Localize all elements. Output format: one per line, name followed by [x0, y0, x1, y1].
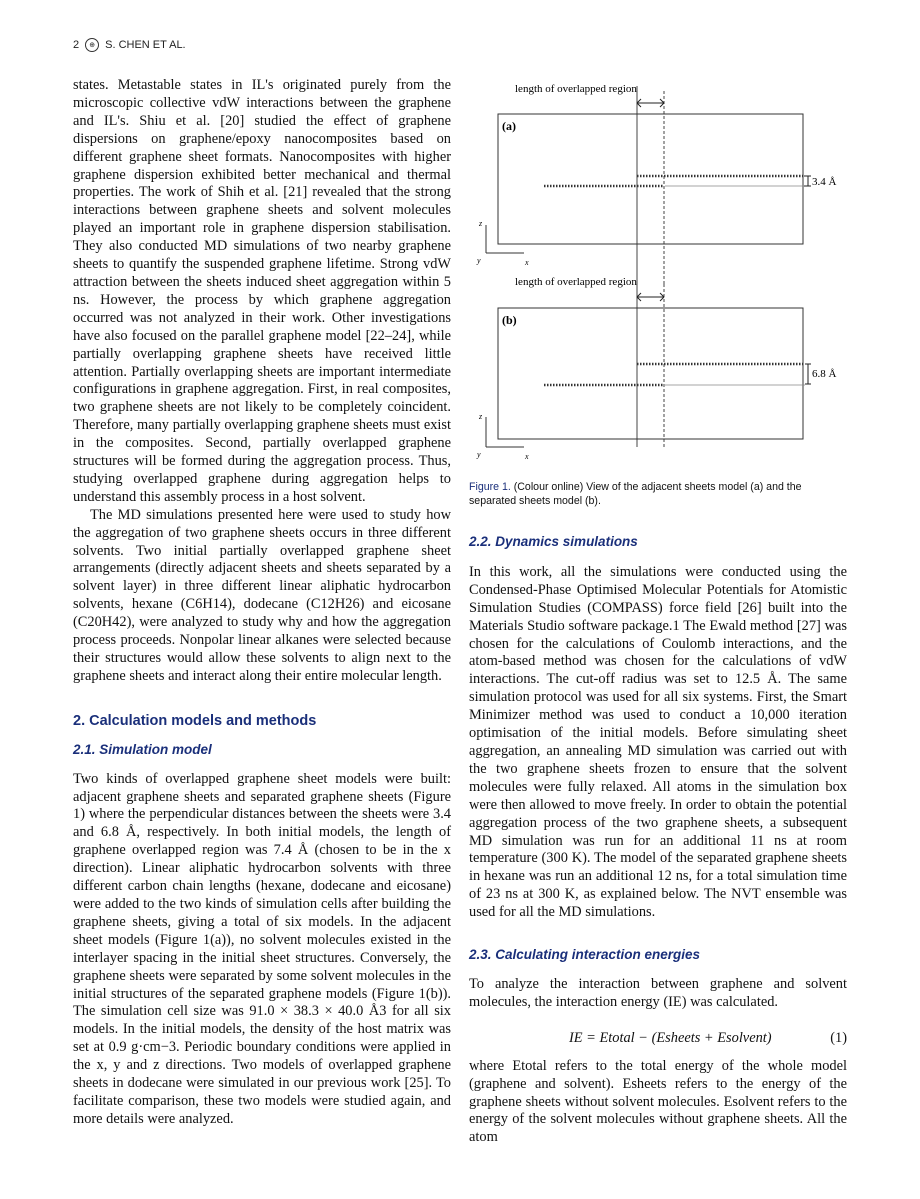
- panel-b-axis-x: x: [525, 452, 529, 461]
- section-2-3-heading: 2.3. Calculating interaction energies: [469, 947, 701, 963]
- intro-paragraph-2: The MD simulations presented here were used to study how the aggregation of two graphene sheets occurs in three different solvents. Two initial partially overlapped graphene sheet arrangements (directly adjacent sheets and sheets separated by a solvent layer) in three different linear aliphatic hydrocarbon solvents, hexane (C6H14), dodecane (C12H26) and eicosane (C20H42), were analyzed to study why and how the aggregation process proceeds. Nonpolar linear alkanes were selected because their structures would allow these solvents to align next to the graphene sheets and interact along their entire molecular length.: [73, 506, 451, 684]
- left-column: [73, 77, 451, 1129]
- equation-1-number: (1): [830, 1029, 847, 1046]
- equation-1-body: IE = Etotal − (Esheets + Esolvent): [569, 1029, 772, 1046]
- page-number: 2: [73, 39, 80, 51]
- intro-paragraph-1: states. Metastable states in IL's originated purely from the microscopic collective vdW interactions between the graphene and IL's. Shiu et al. [20] studied the effect of graphene dispersions on graphene/epoxy nanocomposites based on different graphene sheet formats. Nanocomposites with higher graphene dispersion exhibited better mechanical and thermal properties. The work of Shih et al. [21] revealed that the strong interactions between graphene sheets and solvent molecules played an important role in graphene dispersion stabilisation. They also conducted MD simulations of two nearby graphene sheets to quantify the suspended graphene lifetime. Strong vdW attraction between the sheets induced sheet aggregation within 5 ns. However, the process by which graphene aggregation occurred was not analyzed in their work. Other investigations have also focused on the parallel graphene model [22–24], while partially overlapping graphene sheets have received little attention. Partially overlapping sheets are important intermediate configurations in graphene aggregation. First, in real composites, two graphene sheets are not likely to be completely coincident. Therefore, many partially overlapping graphene sheets must exist in the composites. Second, partially overlapped graphene structures will be formed during the aggregation process. Thus, studying overlapped graphene during aggregation helps to understand this assembly process in a host solvent.: [73, 77, 451, 505]
- panel-a-axis-x: x: [525, 258, 529, 267]
- panel-a-simulation-cell: [498, 114, 803, 244]
- panel-b-overlap-label: length of overlapped region: [515, 276, 637, 288]
- equation-1: [469, 1018, 847, 1058]
- figure-1-caption-text: (Colour online) View of the adjacent sheets model (a) and the separated sheets model (b).: [469, 481, 802, 507]
- panel-b-axis-z: z: [479, 412, 483, 421]
- panel-a-axis-y: y: [477, 256, 481, 265]
- figure-1-diagram: [469, 77, 849, 477]
- figure-1: [469, 77, 849, 477]
- panel-b-spacing-label: 6.8 Å: [812, 368, 837, 380]
- running-header: [73, 38, 186, 52]
- panel-a-axis-z: z: [479, 219, 483, 228]
- publisher-logo-icon: ⊕: [85, 38, 99, 52]
- dynamics-simulations-paragraph: In this work, all the simulations were conducted using the Condensed-Phase Optimised Molecular Potentials for Atomistic Simulation Studies (COMPASS) force field [26] built into the Materials Studio software package.1 The Ewald method [27] was chosen for the calculations of Coulomb interactions, and the atom-based method was chosen for the calculations of vdW interactions. The cut-off radius was set to 12.5 Å. The same simulation protocol was used for all six systems. First, the Smart Minimizer method was used to conduct a 10,000 iteration optimisation of the initial models. Before simulating sheet aggregation, an annealing MD simulation was carried out with the two graphene sheets frozen to ensure that the solvent molecules were fully relaxed. All atoms in the simulation box were then allowed to move freely. In order to obtain the potential aggregation process of the two graphene sheets, a subsequent MD simulation was run for an additional 11 ns at room temperature (300 K). The model of the separated graphene sheets in hexane was run an additional 12 ns, for a total simulation time of 23 ns at 300 K, as explained below. The NVT ensemble was used for all the MD simulations.: [469, 563, 847, 921]
- section-2-heading: 2. Calculation models and methods: [73, 712, 317, 729]
- panel-b-simulation-cell: [498, 308, 803, 439]
- section-2-1-heading: 2.1. Simulation model: [73, 741, 212, 757]
- right-column: [469, 533, 847, 1147]
- simulation-model-paragraph: Two kinds of overlapped graphene sheet models were built: adjacent graphene sheets and separated graphene sheets (Figure 1) where the perpendicular distances between the sheets were 3.4 and 6.8 Å, respectively. In both initial models, the length of graphene overlapped region was 7.4 Å (chosen to be in the x direction). Linear aliphatic hydrocarbon solvents with three different carbon chain lengths (hexane, dodecane and eicosane) were added to the two kinds of simulation cells after building the graphene sheets, giving a total of six models. In the adjacent sheet models (Figure 1(a)), no solvent molecules existed in the interlayer spacing in the initial sheet structures. Conversely, the graphene sheets were separated by some solvent molecules in the initial structures of the separated graphene models (Figure 1(b)). The simulation cell size was 91.0 × 38.3 × 40.0 Å3 for all six models. In the initial models, the density of the host matrix was set at 0.9 g·cm−3. Periodic boundary conditions were applied in the x, y and z directions. Two models of overlapped graphene sheets in dodecane were simulated in our previous work [25]. To facilitate comparison, these two models were studied again, and more details were analyzed.: [73, 770, 451, 1127]
- panel-a: [476, 83, 837, 287]
- panel-b-axis-y: y: [477, 450, 481, 459]
- panel-b: [476, 276, 837, 461]
- figure-1-caption-label: Figure 1.: [469, 481, 511, 493]
- panel-a-spacing-label: 3.4 Å: [812, 176, 837, 188]
- section-2-2-heading: 2.2. Dynamics simulations: [469, 534, 638, 549]
- interaction-energy-intro-paragraph: To analyze the interaction between graphene and solvent molecules, the interaction energy (IE) was calculated.: [469, 975, 847, 1010]
- interaction-energy-definition-paragraph: where Etotal refers to the total energy of the whole model (graphene and solvent). Esheets refers to the energy of the graphene sheets without solvent molecules. Esolvent refers to the energy of the solvent molecules without graphene sheets. All the atom: [469, 1057, 847, 1146]
- running-head: S. CHEN ET AL.: [105, 39, 186, 51]
- panel-a-label: (a): [502, 119, 516, 133]
- panel-b-label: (b): [502, 313, 517, 327]
- panel-a-overlap-label: length of overlapped region: [515, 83, 637, 95]
- figure-1-caption: [469, 480, 849, 508]
